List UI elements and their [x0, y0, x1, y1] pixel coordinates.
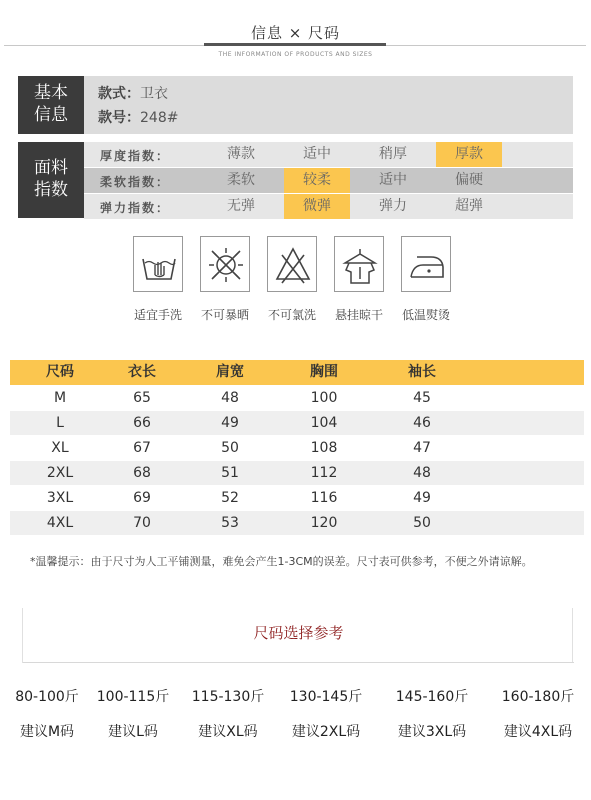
care-item-no-bleach — [264, 236, 328, 326]
table-row — [10, 436, 584, 460]
header-cell: 尺码 — [46, 364, 74, 380]
fabric-option-selected: 较柔 — [284, 168, 350, 193]
no-bleach-icon — [267, 236, 317, 292]
header-divider-left — [4, 45, 204, 46]
fabric-option: 弹力 — [379, 198, 407, 214]
care-item-hang-dry — [331, 236, 395, 326]
fabric-row-name: 柔软指数： — [100, 175, 171, 189]
table-cell: 112 — [310, 465, 338, 481]
fabric-row — [84, 168, 573, 193]
table-cell: 100 — [310, 390, 338, 406]
style-row — [98, 83, 168, 103]
care-item-low-iron — [398, 236, 462, 326]
table-cell: 53 — [221, 515, 239, 531]
weight-range: 100-115斤 — [96, 689, 170, 705]
table-cell: 49 — [413, 490, 431, 506]
code-key: 款号： — [98, 110, 140, 126]
fabric-row-name: 厚度指数： — [100, 149, 171, 163]
basic-info-label-line1: 基本 — [34, 83, 68, 103]
care-caption: 适宜手洗 — [133, 308, 182, 322]
table-cell: 49 — [221, 415, 239, 431]
table-cell: L — [56, 415, 64, 431]
header-accent-bar — [204, 43, 386, 46]
size-reference-title: 尺码选择参考 — [253, 624, 344, 642]
code-value: 248# — [140, 110, 179, 126]
weight-range: 160-180斤 — [501, 689, 575, 705]
fabric-option-selected: 厚款 — [436, 142, 502, 167]
size-table-header — [10, 360, 584, 385]
header-cell: 衣长 — [128, 364, 156, 380]
size-advice: 建议2XL码 — [291, 724, 361, 740]
fabric-option: 超弹 — [455, 198, 483, 214]
header-cell: 胸围 — [310, 364, 338, 380]
fabric-index-label-line2: 指数 — [34, 180, 68, 200]
table-cell: 45 — [413, 390, 431, 406]
code-row — [98, 107, 178, 127]
care-caption: 悬挂晾干 — [334, 308, 383, 322]
fabric-option-selected: 微弹 — [284, 194, 350, 219]
header-cell: 袖长 — [408, 364, 436, 380]
fabric-option: 偏硬 — [455, 172, 483, 188]
size-advice: 建议M码 — [19, 724, 75, 740]
advice-row — [0, 721, 591, 741]
size-reference-divider — [23, 662, 574, 663]
no-sun-icon — [200, 236, 250, 292]
care-caption: 低温熨烫 — [401, 308, 450, 322]
hand-wash-icon — [133, 236, 183, 292]
weight-range: 80-100斤 — [15, 689, 79, 705]
table-row — [10, 511, 584, 535]
table-cell: 70 — [133, 515, 151, 531]
table-cell: 116 — [310, 490, 338, 506]
table-cell: 120 — [310, 515, 338, 531]
fabric-option: 无弹 — [227, 198, 255, 214]
table-cell: 50 — [221, 440, 239, 456]
style-key: 款式： — [98, 86, 140, 102]
table-cell: 104 — [310, 415, 338, 431]
basic-info-label-line2: 信息 — [34, 105, 68, 125]
hang-dry-icon — [334, 236, 384, 292]
table-cell: 65 — [133, 390, 151, 406]
table-cell: 69 — [133, 490, 151, 506]
size-advice: 建议L码 — [108, 724, 158, 740]
table-cell: 51 — [221, 465, 239, 481]
care-caption: 不可暴晒 — [200, 308, 249, 322]
table-cell: 66 — [133, 415, 151, 431]
care-caption: 不可氯洗 — [267, 308, 316, 322]
table-cell: 52 — [221, 490, 239, 506]
basic-info-label — [18, 76, 84, 134]
fabric-option: 稍厚 — [379, 146, 407, 162]
style-value: 卫衣 — [140, 86, 168, 102]
table-row — [10, 461, 584, 485]
fabric-index-block — [18, 142, 573, 218]
fabric-option: 薄款 — [227, 146, 255, 162]
fabric-option: 柔软 — [227, 172, 255, 188]
basic-info-block — [18, 76, 573, 134]
table-row — [10, 411, 584, 435]
table-cell: 47 — [413, 440, 431, 456]
table-cell: 48 — [221, 390, 239, 406]
size-advice: 建议XL码 — [198, 724, 258, 740]
table-row — [10, 386, 584, 410]
section-header — [0, 18, 591, 58]
size-reference-box — [22, 608, 573, 663]
fabric-row-name: 弹力指数： — [100, 201, 171, 215]
table-cell: M — [53, 390, 67, 406]
size-advice: 建议3XL码 — [397, 724, 467, 740]
fabric-row — [84, 194, 573, 219]
page-title: 信息 × 尺码 — [250, 24, 341, 42]
weight-row — [0, 686, 591, 706]
size-advice: 建议4XL码 — [503, 724, 573, 740]
weight-range: 130-145斤 — [289, 689, 363, 705]
table-cell: 46 — [413, 415, 431, 431]
table-cell: 108 — [310, 440, 338, 456]
table-cell: XL — [51, 440, 69, 456]
care-item-hand-wash — [130, 236, 194, 326]
fabric-option: 适中 — [379, 172, 407, 188]
fabric-index-label-line1: 面料 — [34, 158, 68, 178]
header-cell: 肩宽 — [216, 364, 244, 380]
page-subtitle: THE INFORMATION OF PRODUCTS AND SIZES — [218, 51, 373, 58]
fabric-option: 适中 — [303, 146, 331, 162]
table-cell: 2XL — [46, 465, 74, 481]
table-cell: 68 — [133, 465, 151, 481]
low-iron-icon — [401, 236, 451, 292]
table-row — [10, 486, 584, 510]
table-cell: 3XL — [46, 490, 74, 506]
header-divider-right — [386, 45, 586, 46]
table-cell: 48 — [413, 465, 431, 481]
fabric-row — [84, 142, 573, 167]
fabric-index-label — [18, 142, 84, 218]
weight-range: 115-130斤 — [191, 689, 265, 705]
table-cell: 50 — [413, 515, 431, 531]
measurement-note: *温馨提示：由于尺寸为人工平铺测量，难免会产生1-3CM的误差。尺寸表可供参考，不便之外请谅解。 — [30, 555, 533, 568]
table-cell: 4XL — [46, 515, 74, 531]
weight-range: 145-160斤 — [395, 689, 469, 705]
table-cell: 67 — [133, 440, 151, 456]
care-instructions — [130, 236, 460, 326]
care-item-no-sun — [197, 236, 261, 326]
